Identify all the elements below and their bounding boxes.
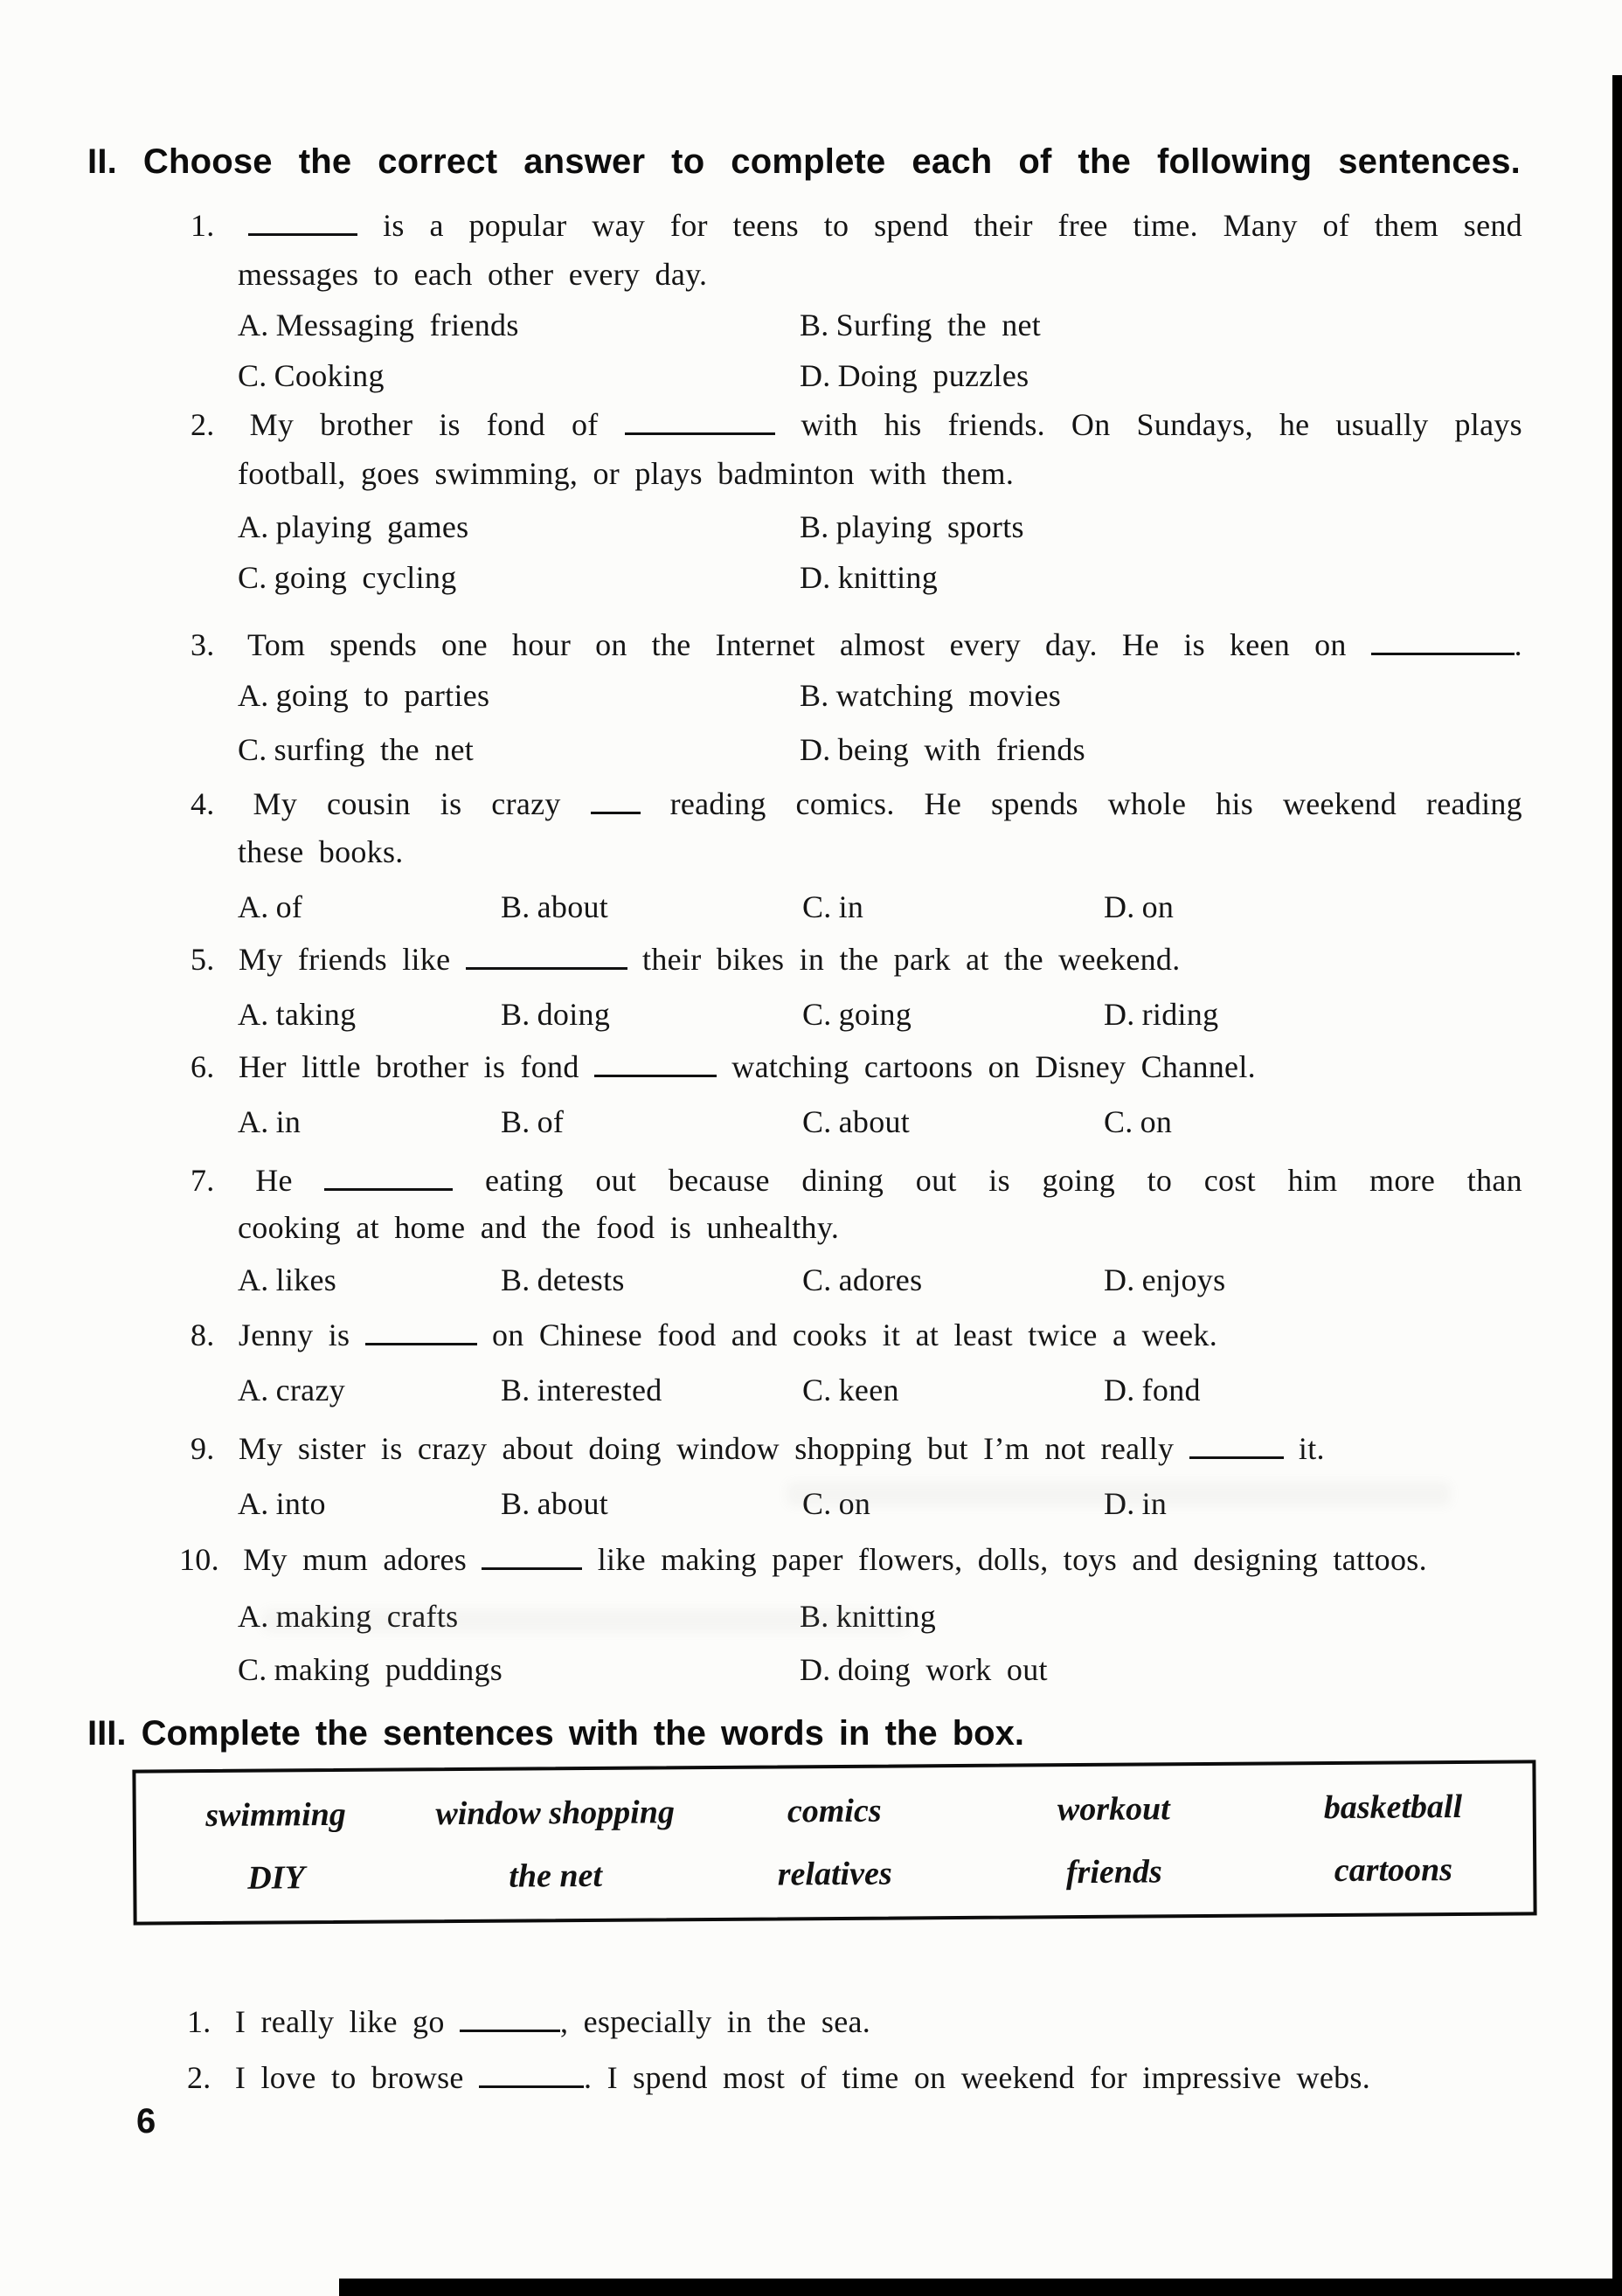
word-box-item: swimming	[205, 1796, 346, 1835]
sentence-text: My mum adores	[243, 1542, 468, 1577]
sentence-text: My friends like	[238, 942, 451, 977]
option-label: D.	[1104, 1486, 1135, 1521]
option-label: B.	[501, 1104, 530, 1139]
option-label: C.	[238, 1652, 267, 1687]
option-label: B.	[501, 889, 530, 924]
sentence-text: messages to each other every day.	[238, 257, 708, 292]
option-text: playing games	[275, 509, 469, 544]
option-label: D.	[800, 560, 831, 595]
option-text: in	[275, 1104, 302, 1139]
option-label: D.	[800, 732, 831, 767]
option-label: C.	[238, 358, 267, 393]
option-label: A.	[238, 889, 269, 924]
sentence-text: it.	[1298, 1431, 1325, 1466]
option-text: going to parties	[275, 678, 490, 713]
sentence-text: cooking at home and the food is unhealthy.	[238, 1210, 840, 1245]
sentence-text: My brother is fond of	[249, 407, 599, 442]
option-label: B.	[501, 1373, 530, 1407]
option-text: likes	[275, 1262, 337, 1297]
option-text: on	[838, 1486, 871, 1521]
option-label: B.	[800, 678, 829, 713]
option-label: D.	[800, 358, 831, 393]
sentence-text: is a popular way for teens to spend their free time. Many of them send	[383, 208, 1522, 243]
word-box-item: window shopping	[435, 1794, 676, 1833]
word-box-item: the net	[509, 1857, 603, 1895]
sentence-text: .	[1514, 627, 1522, 662]
option-label: A.	[238, 1262, 269, 1297]
sentence-number: 2.	[187, 2060, 211, 2095]
option-label: B.	[800, 308, 829, 342]
option-text: Messaging friends	[275, 308, 519, 342]
section-ii-heading: II. Choose the correct answer to complete each of the following sentences.	[87, 142, 1521, 181]
question-number: 10.	[179, 1542, 219, 1577]
option-text: keen	[838, 1373, 899, 1407]
option-text: Cooking	[274, 358, 385, 393]
question-number: 3.	[191, 627, 215, 662]
option-text: Surfing the net	[835, 308, 1042, 342]
sentence-text: Tom spends one hour on the Internet almost every day. He is keen on	[246, 627, 1347, 662]
sentence-text: I really like go	[234, 2004, 445, 2039]
option-label: C.	[802, 1373, 832, 1407]
sentence-text: I love to browse	[234, 2060, 464, 2095]
answer-blank	[479, 2061, 584, 2088]
option-label: D.	[800, 1652, 831, 1687]
word-box-item: comics	[787, 1792, 882, 1830]
option-label: B.	[501, 1262, 530, 1297]
option-text: on	[1140, 1104, 1173, 1139]
option-text: surfing the net	[274, 732, 475, 767]
option-text: going cycling	[274, 560, 457, 595]
option-text: enjoys	[1141, 1262, 1226, 1297]
option-label: A.	[238, 997, 269, 1032]
option-text: of	[275, 889, 303, 924]
option-text: adores	[838, 1262, 923, 1297]
option-label: C.	[238, 732, 267, 767]
option-text: making crafts	[275, 1599, 459, 1634]
sentence-text: My sister is crazy about doing window shopping but I’m not really	[238, 1431, 1175, 1466]
option-text: doing work out	[837, 1652, 1048, 1687]
option-text: going	[838, 997, 912, 1032]
option-text: knitting	[835, 1599, 937, 1634]
option-text: in	[838, 889, 864, 924]
option-text: fond	[1141, 1373, 1201, 1407]
sentence-text: He	[255, 1163, 293, 1198]
option-text: playing sports	[835, 509, 1024, 544]
option-label: C.	[802, 997, 832, 1032]
option-label: A.	[238, 1373, 269, 1407]
fill-sentence-1	[187, 2004, 870, 2040]
sentence-text: , especially in the sea.	[559, 2004, 871, 2039]
option-label: A.	[238, 509, 269, 544]
option-text: on	[1141, 889, 1175, 924]
option-text: of	[537, 1104, 565, 1139]
section-iii-heading: III. Complete the sentences with the words in the box.	[87, 1714, 1024, 1753]
sentence-text: their bikes in the park at the weekend.	[642, 942, 1181, 977]
word-box-item: relatives	[777, 1855, 892, 1893]
option-label: A.	[238, 678, 269, 713]
word-box-item: basketball	[1323, 1788, 1463, 1827]
sentence-text: football, goes swimming, or plays badminton with them.	[238, 456, 1015, 491]
option-label: B.	[501, 997, 530, 1032]
question-number: 6.	[191, 1049, 215, 1084]
scan-edge-bottom	[339, 2279, 1622, 2296]
sentence-text: . I spend most of time on weekend for impressive webs.	[583, 2060, 1371, 2095]
question-number: 5.	[191, 942, 215, 977]
sentence-text: Her little brother is fond	[238, 1049, 579, 1084]
option-text: riding	[1141, 997, 1219, 1032]
option-text: interested	[537, 1373, 662, 1407]
option-text: being with friends	[837, 732, 1085, 767]
option-text: about	[838, 1104, 911, 1139]
option-label: A.	[238, 1104, 269, 1139]
question-number: 4.	[191, 786, 215, 821]
sentence-text: on Chinese food and cooks it at least twice a week.	[491, 1317, 1218, 1352]
option-text: into	[275, 1486, 326, 1521]
sentence-text: eating out because dining out is going to cost him more than	[484, 1163, 1522, 1198]
word-box-item: friends	[1065, 1853, 1162, 1891]
option-text: taking	[275, 997, 357, 1032]
scan-artifact	[787, 1482, 1451, 1506]
question-number: 2.	[191, 407, 215, 442]
option-label: C.	[238, 560, 267, 595]
option-text: making puddings	[274, 1652, 503, 1687]
sentence-text: like making paper flowers, dolls, toys and designing tattoos.	[597, 1542, 1427, 1577]
option-label: D.	[1104, 889, 1135, 924]
sentence-text: reading comics. He spends whole his weekend reading	[669, 786, 1522, 821]
option-label: C.	[802, 889, 832, 924]
option-text: crazy	[275, 1373, 346, 1407]
option-text: watching movies	[835, 678, 1062, 713]
option-label: B.	[501, 1486, 530, 1521]
option-label: C.	[802, 1262, 832, 1297]
option-label: C.	[802, 1486, 832, 1521]
question-number: 1.	[191, 208, 215, 243]
answer-blank	[460, 2005, 560, 2032]
option-text: about	[537, 1486, 609, 1521]
question-number: 8.	[191, 1317, 215, 1352]
option-label: B.	[800, 509, 829, 544]
sentence-text: My cousin is crazy	[253, 786, 561, 821]
option-text: in	[1141, 1486, 1168, 1521]
sentence-text: these books.	[238, 834, 404, 869]
option-label: A.	[238, 308, 269, 342]
option-text: detests	[537, 1262, 625, 1297]
option-label: C.	[1104, 1104, 1133, 1139]
option-label: A.	[238, 1599, 269, 1634]
fill-sentence-2	[187, 2060, 1370, 2096]
scan-edge-right	[1612, 75, 1622, 2296]
scan-artifact	[262, 1609, 909, 1632]
sentence-text: with his friends. On Sundays, he usually plays	[801, 407, 1522, 442]
question-number: 9.	[191, 1431, 215, 1466]
option-label: C.	[802, 1104, 832, 1139]
option-text: doing	[537, 997, 611, 1032]
word-box-item: workout	[1057, 1790, 1170, 1829]
option-label: B.	[800, 1599, 829, 1634]
word-box-item: cartoons	[1334, 1850, 1453, 1889]
option-label: A.	[238, 1486, 269, 1521]
sentence-number: 1.	[187, 2004, 211, 2039]
sentence-text: Jenny is	[238, 1317, 350, 1352]
option-text: about	[537, 889, 609, 924]
sentence-text: watching cartoons on Disney Channel.	[731, 1049, 1256, 1084]
word-box-item: DIY	[247, 1858, 305, 1897]
option-label: D.	[1104, 997, 1135, 1032]
question-number: 7.	[191, 1163, 215, 1198]
option-label: D.	[1104, 1262, 1135, 1297]
option-text: knitting	[837, 560, 939, 595]
option-text: Doing puzzles	[837, 358, 1029, 393]
page-number: 6	[136, 2102, 156, 2140]
option-label: D.	[1104, 1373, 1135, 1407]
